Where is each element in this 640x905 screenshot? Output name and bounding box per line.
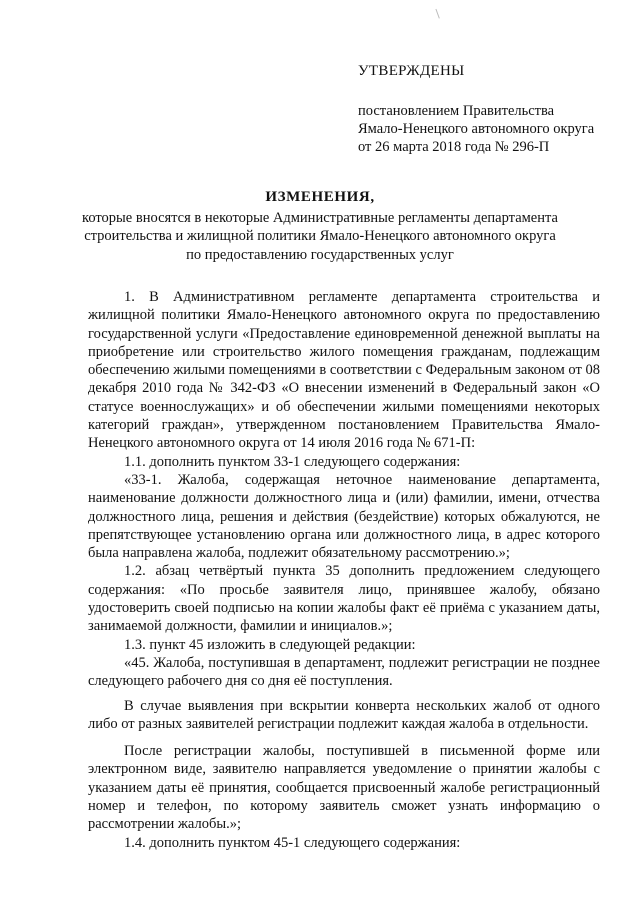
approval-line: постановлением Правительства: [358, 103, 555, 119]
approval-stamp: УТВЕРЖДЕНЫ: [358, 63, 465, 79]
approval-line: от 26 марта 2018 года № 296-П: [358, 139, 550, 155]
paragraph-multiple-complaints: В случае выявления при вскрытии конверта нескольких жалоб от одного либо от разных заявителей регистрации подлежит каждая жалоба в отдельности.: [88, 697, 600, 732]
document-subtitle-line: по предоставлению государственных услуг: [186, 246, 454, 263]
paragraph-item-1-4: 1.4. дополнить пунктом 45-1 следующего содержания:: [124, 834, 461, 851]
paragraph-item-1-1: 1.1. дополнить пунктом 33-1 следующего содержания:: [124, 453, 461, 470]
paragraph-item-1: 1. В Административном регламенте департамента строительства и жилищной политики Ямало-Ненецкого автономного округа по предоставлению государственной услуги «Предоставление единовременной денежной выплаты на приобретение или строительство жилого помещения гражданам, подлежащим обеспечению жилыми помещениями в соответствии с Федеральным законом от 08 декабря 2010 года № 342-ФЗ «О внесении изменений в Федеральный закон «О статусе военнослужащих» и об обеспечении жилыми помещениями некоторых категорий граждан», утвержденном постановлением Правительства Ямало-Ненецкого автономного округа от 14 июля 2016 года № 671-П:: [88, 289, 600, 452]
approval-line: Ямало-Ненецкого автономного округа: [358, 121, 595, 137]
document-title: ИЗМЕНЕНИЯ,: [265, 189, 375, 205]
paragraph-item-33-1: «33-1. Жалоба, содержащая неточное наименование департамента, наименование должности должностного лица и (или) фамилии, имени, отчества должностного лица, решения и действия (бездействие) которых обжалуются, не препятствующее установлению органа или должностного лица, в адрес которого была направлена жалоба, подлежит обязательному рассмотрению.»;: [88, 471, 600, 562]
paragraph-registration-notice: После регистрации жалобы, поступившей в письменной форме или электронном виде, заявителю направляется уведомление о принятии жалобы с указанием даты её принятия, сообщается присвоенный жалобе регистрационный номер и телефон, по которому заявитель сможет узнать информацию о рассмотрении жалобы.»;: [88, 743, 600, 833]
paragraph-item-1-2: 1.2. абзац четвёртый пункта 35 дополнить предложением следующего содержания: «По просьбе заявителя лицо, принявшее жалобу, обязано удостоверить своей подписью на копии жалобы факт её приёма с указанием даты, занимаемой должности, фамилии и инициалов.»;: [88, 563, 600, 635]
approval-block: [358, 62, 618, 156]
document-body: [88, 288, 600, 852]
paragraph-item-1-3: 1.3. пункт 45 изложить в следующей редакции:: [124, 636, 416, 653]
document-heading: [60, 188, 580, 264]
scan-mark: [435, 7, 443, 18]
document-subtitle-line: строительства и жилищной политики Ямало-Ненецкого автономного округа: [84, 228, 556, 244]
document-subtitle-line: которые вносятся в некоторые Административные регламенты департамента: [82, 209, 558, 226]
paragraph-item-45: «45. Жалоба, поступившая в департамент, подлежит регистрации не позднее следующего рабочего дня со дня её поступления.: [88, 654, 600, 690]
